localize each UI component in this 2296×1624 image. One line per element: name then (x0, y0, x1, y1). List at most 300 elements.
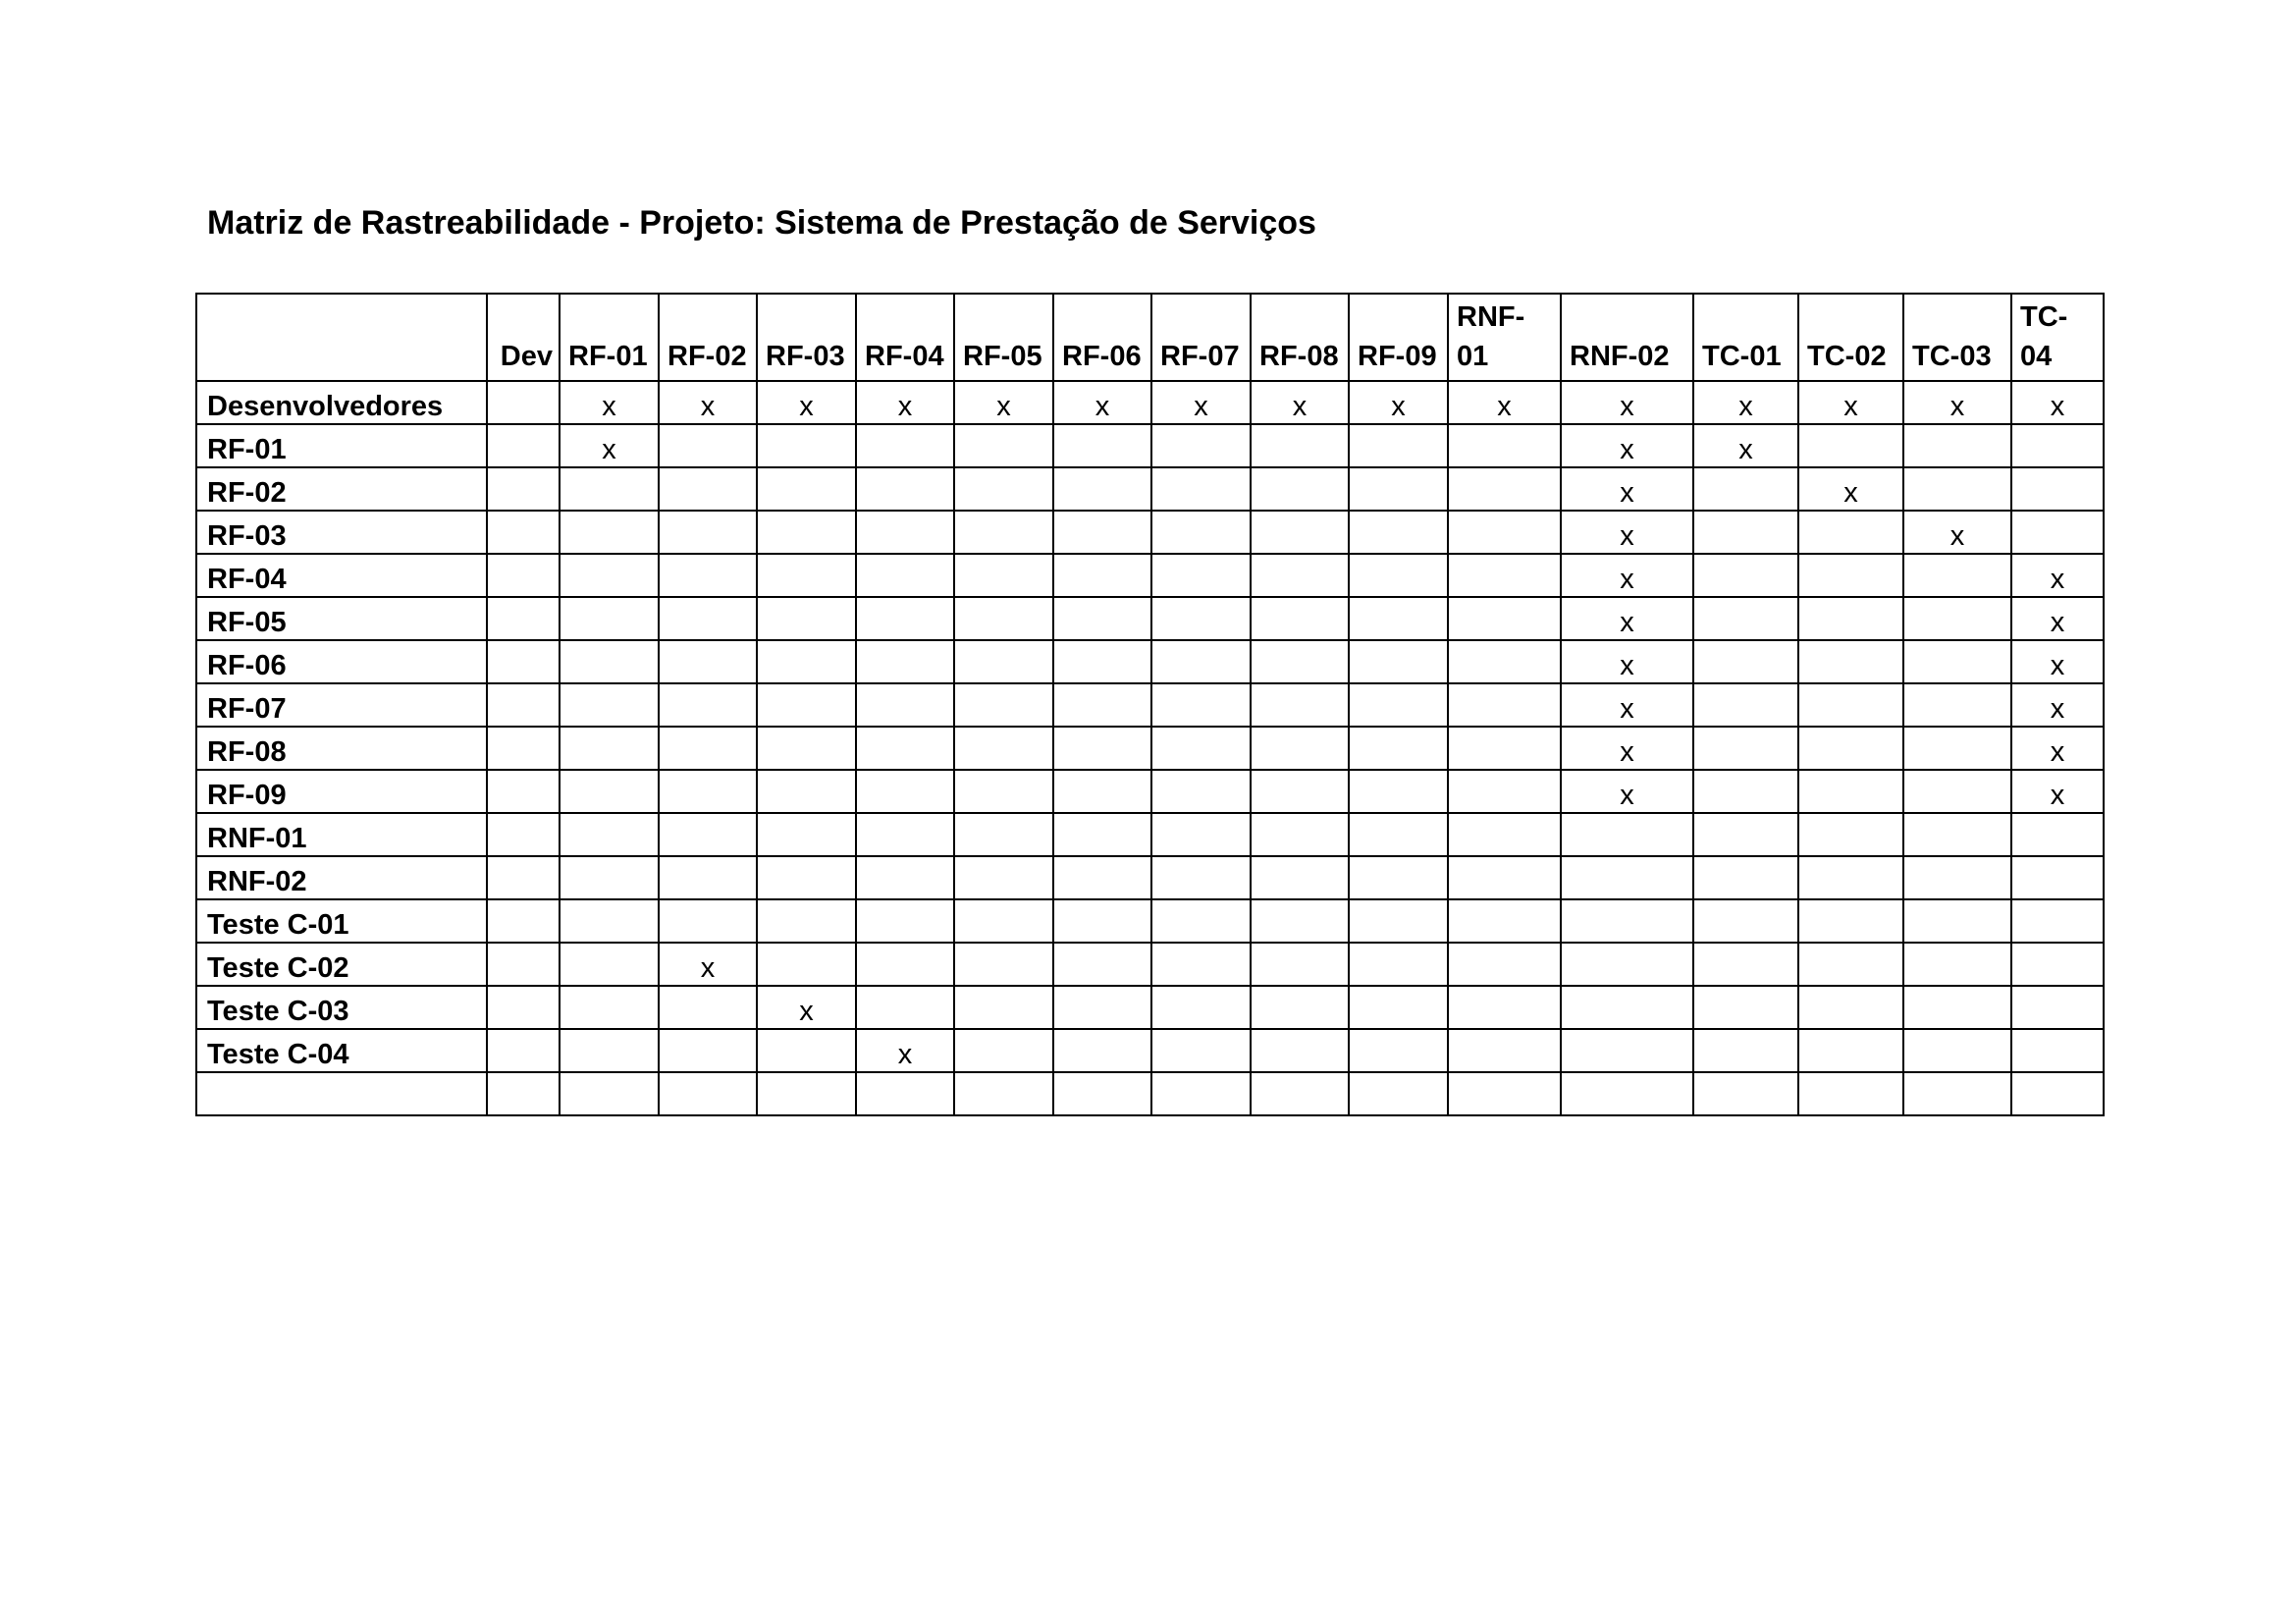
matrix-cell (487, 554, 560, 597)
matrix-cell (1693, 856, 1798, 899)
matrix-cell (560, 467, 659, 511)
matrix-cell (1903, 597, 2011, 640)
matrix-cell (1448, 1072, 1561, 1115)
matrix-cell (1151, 511, 1251, 554)
matrix-cell: x (1561, 467, 1693, 511)
matrix-cell (659, 683, 757, 727)
matrix-cell (757, 511, 856, 554)
corner-header-cell (196, 294, 487, 381)
matrix-cell: x (1561, 511, 1693, 554)
matrix-cell (1798, 727, 1903, 770)
matrix-cell (1251, 1029, 1349, 1072)
matrix-cell (1349, 943, 1448, 986)
matrix-cell (1349, 1029, 1448, 1072)
matrix-cell (954, 467, 1053, 511)
matrix-cell (1903, 554, 2011, 597)
matrix-cell (1448, 511, 1561, 554)
matrix-cell: x (1561, 554, 1693, 597)
matrix-header (196, 294, 2104, 381)
matrix-cell (2011, 424, 2104, 467)
matrix-cell (560, 511, 659, 554)
matrix-cell (487, 943, 560, 986)
matrix-cell (487, 683, 560, 727)
matrix-cell (856, 943, 954, 986)
matrix-cell (1693, 467, 1798, 511)
table-row (196, 986, 2104, 1029)
matrix-cell (1349, 683, 1448, 727)
table-row (196, 597, 2104, 640)
matrix-cell (487, 381, 560, 424)
row-label: RF-09 (196, 770, 487, 813)
matrix-cell (1053, 899, 1151, 943)
matrix-cell (1448, 640, 1561, 683)
column-header: RF-03 (757, 294, 856, 381)
matrix-cell (1903, 683, 2011, 727)
matrix-cell: x (1561, 770, 1693, 813)
matrix-cell: x (2011, 640, 2104, 683)
row-label: RF-01 (196, 424, 487, 467)
row-label: RF-05 (196, 597, 487, 640)
matrix-cell: x (954, 381, 1053, 424)
matrix-cell (954, 1072, 1053, 1115)
matrix-cell (1693, 770, 1798, 813)
matrix-cell (856, 554, 954, 597)
matrix-cell (1151, 554, 1251, 597)
column-header: TC-04 (2011, 294, 2104, 381)
matrix-cell (1151, 1029, 1251, 1072)
row-label: RF-08 (196, 727, 487, 770)
matrix-cell (1448, 683, 1561, 727)
table-row (196, 511, 2104, 554)
matrix-cell (1349, 899, 1448, 943)
matrix-cell: x (1151, 381, 1251, 424)
matrix-cell (1798, 856, 1903, 899)
matrix-cell (1448, 554, 1561, 597)
column-header: RNF-02 (1561, 294, 1693, 381)
table-row (196, 424, 2104, 467)
matrix-cell: x (1693, 424, 1798, 467)
matrix-cell (757, 1072, 856, 1115)
matrix-cell (659, 986, 757, 1029)
matrix-cell (487, 1072, 560, 1115)
matrix-cell (1798, 554, 1903, 597)
matrix-cell (1151, 943, 1251, 986)
row-label: RF-04 (196, 554, 487, 597)
matrix-cell (560, 683, 659, 727)
table-row (196, 683, 2104, 727)
page-title: Matriz de Rastreabilidade - Projeto: Sistema de Prestação de Serviços (207, 204, 1316, 242)
matrix-cell (1798, 424, 1903, 467)
matrix-cell: x (757, 381, 856, 424)
matrix-cell: x (2011, 683, 2104, 727)
matrix-cell (1053, 1029, 1151, 1072)
matrix-cell (1053, 683, 1151, 727)
matrix-cell (856, 727, 954, 770)
matrix-cell (954, 424, 1053, 467)
matrix-cell (757, 554, 856, 597)
matrix-cell (1151, 597, 1251, 640)
matrix-cell (856, 986, 954, 1029)
table-row (196, 899, 2104, 943)
matrix-cell (856, 770, 954, 813)
matrix-cell (1053, 986, 1151, 1029)
column-header: Dev (487, 294, 560, 381)
matrix-cell (757, 813, 856, 856)
matrix-cell (1448, 727, 1561, 770)
matrix-cell (1693, 554, 1798, 597)
matrix-cell (1053, 467, 1151, 511)
matrix-cell: x (1903, 511, 2011, 554)
matrix-cell (757, 467, 856, 511)
matrix-cell (954, 511, 1053, 554)
matrix-cell (1251, 424, 1349, 467)
header-row (196, 294, 2104, 381)
matrix-cell (2011, 943, 2104, 986)
matrix-cell (757, 424, 856, 467)
table-row (196, 727, 2104, 770)
matrix-cell: x (2011, 727, 2104, 770)
row-label (196, 1072, 487, 1115)
matrix-cell (1903, 770, 2011, 813)
matrix-cell (1561, 986, 1693, 1029)
matrix-cell (659, 467, 757, 511)
matrix-cell (560, 597, 659, 640)
matrix-cell: x (659, 943, 757, 986)
matrix-cell: x (1561, 640, 1693, 683)
matrix-cell (757, 1029, 856, 1072)
matrix-cell (856, 899, 954, 943)
matrix-cell (757, 899, 856, 943)
matrix-cell (1693, 943, 1798, 986)
row-label: Teste C-01 (196, 899, 487, 943)
matrix-cell (2011, 986, 2104, 1029)
matrix-cell (659, 813, 757, 856)
matrix-cell (1053, 640, 1151, 683)
matrix-cell (1903, 1072, 2011, 1115)
matrix-cell (1349, 597, 1448, 640)
matrix-cell (1251, 1072, 1349, 1115)
column-header: RF-04 (856, 294, 954, 381)
matrix-cell (1251, 986, 1349, 1029)
matrix-cell (1798, 683, 1903, 727)
matrix-cell (1053, 943, 1151, 986)
matrix-cell (856, 424, 954, 467)
matrix-cell (659, 727, 757, 770)
matrix-cell: x (1561, 424, 1693, 467)
matrix-cell (954, 856, 1053, 899)
table-row (196, 554, 2104, 597)
matrix-cell (659, 899, 757, 943)
matrix-cell (659, 511, 757, 554)
matrix-cell (1903, 813, 2011, 856)
matrix-cell: x (1251, 381, 1349, 424)
matrix-cell (1251, 683, 1349, 727)
row-label: RF-02 (196, 467, 487, 511)
row-label: Teste C-03 (196, 986, 487, 1029)
matrix-cell (1349, 1072, 1448, 1115)
column-header: RF-05 (954, 294, 1053, 381)
matrix-cell: x (2011, 770, 2104, 813)
table-row (196, 640, 2104, 683)
table-row (196, 856, 2104, 899)
matrix-cell (1693, 1029, 1798, 1072)
matrix-cell (1561, 899, 1693, 943)
matrix-cell (757, 597, 856, 640)
matrix-cell (1798, 986, 1903, 1029)
matrix-cell (487, 856, 560, 899)
matrix-cell (757, 683, 856, 727)
matrix-cell (560, 899, 659, 943)
matrix-cell (1349, 813, 1448, 856)
matrix-cell (1561, 1072, 1693, 1115)
column-header: RNF-01 (1448, 294, 1561, 381)
matrix-cell (487, 770, 560, 813)
column-header: RF-02 (659, 294, 757, 381)
matrix-cell (560, 554, 659, 597)
matrix-cell (2011, 467, 2104, 511)
matrix-cell (560, 640, 659, 683)
matrix-cell: x (1349, 381, 1448, 424)
matrix-body (196, 381, 2104, 1115)
matrix-cell: x (1798, 467, 1903, 511)
matrix-cell (1151, 856, 1251, 899)
table-row (196, 813, 2104, 856)
matrix-cell (1349, 467, 1448, 511)
matrix-cell (757, 727, 856, 770)
table-row (196, 943, 2104, 986)
matrix-cell (1903, 424, 2011, 467)
matrix-cell (1693, 683, 1798, 727)
matrix-cell (1903, 943, 2011, 986)
matrix-cell (1349, 424, 1448, 467)
matrix-cell: x (1903, 381, 2011, 424)
matrix-cell (954, 899, 1053, 943)
matrix-cell (954, 986, 1053, 1029)
matrix-cell (1448, 856, 1561, 899)
matrix-cell (487, 727, 560, 770)
matrix-cell (856, 467, 954, 511)
matrix-cell (856, 856, 954, 899)
matrix-cell (1561, 943, 1693, 986)
matrix-cell (560, 727, 659, 770)
matrix-cell: x (1448, 381, 1561, 424)
matrix-cell (1798, 511, 1903, 554)
matrix-cell (1448, 467, 1561, 511)
matrix-cell (1053, 554, 1151, 597)
matrix-cell: x (1693, 381, 1798, 424)
matrix-cell: x (1561, 683, 1693, 727)
matrix-cell (1151, 424, 1251, 467)
matrix-cell (1798, 640, 1903, 683)
table-row (196, 467, 2104, 511)
matrix-cell (659, 770, 757, 813)
matrix-cell (1053, 856, 1151, 899)
matrix-cell (1251, 899, 1349, 943)
matrix-cell (659, 1072, 757, 1115)
matrix-cell (1448, 899, 1561, 943)
matrix-cell: x (856, 1029, 954, 1072)
matrix-cell (1251, 554, 1349, 597)
matrix-cell (487, 424, 560, 467)
matrix-cell (1903, 986, 2011, 1029)
matrix-cell: x (2011, 597, 2104, 640)
matrix-cell (1561, 1029, 1693, 1072)
matrix-cell: x (1561, 727, 1693, 770)
matrix-cell (2011, 511, 2104, 554)
matrix-cell (1053, 813, 1151, 856)
matrix-cell (1798, 770, 1903, 813)
matrix-cell (487, 813, 560, 856)
matrix-cell (1053, 424, 1151, 467)
matrix-cell (1251, 813, 1349, 856)
matrix-cell (954, 554, 1053, 597)
matrix-cell (1053, 1072, 1151, 1115)
matrix-cell (1053, 770, 1151, 813)
matrix-cell (1151, 640, 1251, 683)
matrix-cell (856, 597, 954, 640)
table-row (196, 381, 2104, 424)
matrix-cell (1448, 1029, 1561, 1072)
matrix-cell (1251, 467, 1349, 511)
row-label: RNF-02 (196, 856, 487, 899)
matrix-cell (1693, 640, 1798, 683)
matrix-cell (1251, 943, 1349, 986)
matrix-cell (1053, 597, 1151, 640)
matrix-cell (1693, 1072, 1798, 1115)
matrix-cell (2011, 1072, 2104, 1115)
row-label: RNF-01 (196, 813, 487, 856)
matrix-cell (560, 813, 659, 856)
row-label: RF-07 (196, 683, 487, 727)
row-label: Teste C-04 (196, 1029, 487, 1072)
matrix-cell (757, 856, 856, 899)
matrix-cell (2011, 813, 2104, 856)
matrix-cell (1151, 813, 1251, 856)
matrix-cell (1693, 899, 1798, 943)
matrix-cell (487, 899, 560, 943)
matrix-cell (1903, 727, 2011, 770)
matrix-cell (1151, 467, 1251, 511)
matrix-cell (1349, 640, 1448, 683)
matrix-cell (954, 770, 1053, 813)
matrix-cell (560, 1072, 659, 1115)
matrix-cell (856, 1072, 954, 1115)
matrix-cell (1798, 1072, 1903, 1115)
matrix-cell (1903, 856, 2011, 899)
table-row (196, 1072, 2104, 1115)
matrix-cell (954, 727, 1053, 770)
column-header: TC-02 (1798, 294, 1903, 381)
matrix-cell (1053, 727, 1151, 770)
matrix-cell (659, 856, 757, 899)
matrix-cell (560, 986, 659, 1029)
matrix-cell (1798, 813, 1903, 856)
column-header: RF-09 (1349, 294, 1448, 381)
matrix-cell: x (757, 986, 856, 1029)
matrix-cell (659, 640, 757, 683)
matrix-cell: x (1561, 381, 1693, 424)
matrix-cell (1693, 597, 1798, 640)
matrix-cell (1251, 640, 1349, 683)
row-label: RF-03 (196, 511, 487, 554)
matrix-cell: x (856, 381, 954, 424)
matrix-cell (757, 640, 856, 683)
matrix-cell (1448, 597, 1561, 640)
matrix-cell (487, 511, 560, 554)
matrix-cell (560, 770, 659, 813)
matrix-cell (1693, 813, 1798, 856)
column-header: RF-06 (1053, 294, 1151, 381)
matrix-cell (1251, 597, 1349, 640)
matrix-cell (954, 943, 1053, 986)
matrix-cell (560, 856, 659, 899)
matrix-cell (1448, 770, 1561, 813)
matrix-cell (487, 467, 560, 511)
matrix-cell (1903, 899, 2011, 943)
matrix-cell (487, 640, 560, 683)
matrix-cell (1151, 770, 1251, 813)
column-header: RF-07 (1151, 294, 1251, 381)
column-header: RF-08 (1251, 294, 1349, 381)
matrix-cell: x (560, 424, 659, 467)
matrix-cell (1349, 511, 1448, 554)
column-header: RF-01 (560, 294, 659, 381)
column-header: TC-03 (1903, 294, 2011, 381)
matrix-cell: x (2011, 381, 2104, 424)
matrix-cell (1053, 511, 1151, 554)
matrix-cell (1561, 813, 1693, 856)
matrix-cell (659, 597, 757, 640)
matrix-cell (757, 943, 856, 986)
matrix-cell (1151, 1072, 1251, 1115)
matrix-cell (954, 1029, 1053, 1072)
matrix-cell: x (2011, 554, 2104, 597)
matrix-cell (757, 770, 856, 813)
matrix-cell (1448, 986, 1561, 1029)
row-label: Teste C-02 (196, 943, 487, 986)
matrix-cell (1448, 424, 1561, 467)
matrix-cell (1151, 986, 1251, 1029)
matrix-cell (856, 813, 954, 856)
matrix-cell (1798, 597, 1903, 640)
matrix-cell: x (1798, 381, 1903, 424)
matrix-cell (1251, 770, 1349, 813)
matrix-cell (1903, 467, 2011, 511)
matrix-cell (1903, 1029, 2011, 1072)
matrix-cell (856, 511, 954, 554)
matrix-cell (1349, 554, 1448, 597)
matrix-cell (1798, 899, 1903, 943)
matrix-cell (1798, 1029, 1903, 1072)
table-row (196, 770, 2104, 813)
matrix-cell (487, 986, 560, 1029)
matrix-cell (1693, 986, 1798, 1029)
matrix-cell (659, 1029, 757, 1072)
matrix-cell (1251, 727, 1349, 770)
matrix-cell: x (1053, 381, 1151, 424)
matrix-cell (1251, 511, 1349, 554)
matrix-cell (2011, 899, 2104, 943)
matrix-cell (954, 640, 1053, 683)
matrix-cell (659, 554, 757, 597)
row-label: Desenvolvedores (196, 381, 487, 424)
matrix-cell (659, 424, 757, 467)
matrix-cell (954, 813, 1053, 856)
matrix-cell (1251, 856, 1349, 899)
matrix-cell (1151, 727, 1251, 770)
matrix-cell (856, 683, 954, 727)
matrix-cell: x (1561, 597, 1693, 640)
